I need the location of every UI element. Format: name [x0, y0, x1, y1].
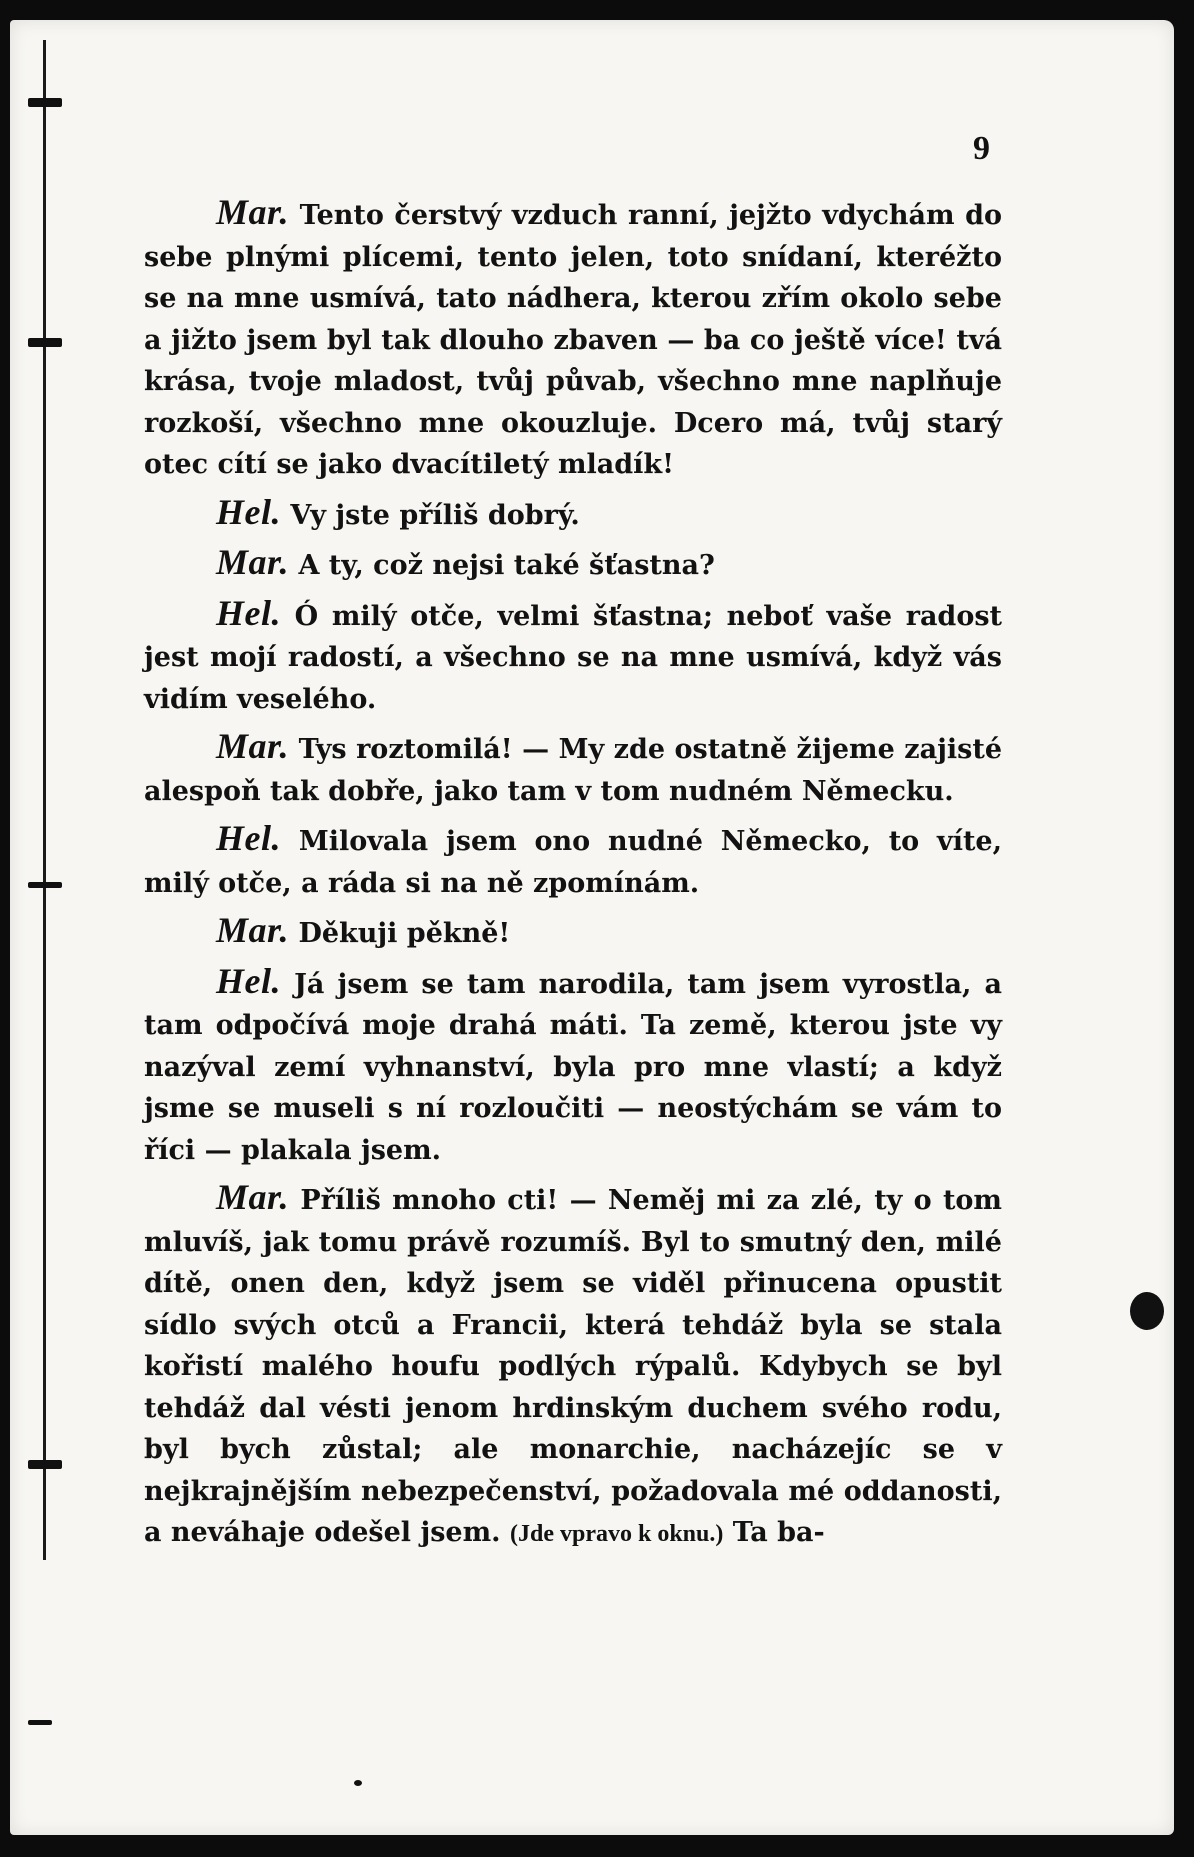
ink-speck: [354, 1780, 362, 1786]
speaker-name: Hel.: [216, 491, 281, 532]
dialogue-text: [144, 192, 1002, 1562]
book-page: [10, 20, 1174, 1835]
margin-mark: [28, 338, 62, 347]
dialogue-line: [144, 726, 1002, 812]
line-continuation: Ta ba-: [732, 1517, 825, 1548]
line-text: Příliš mnoho cti! — Neměj mi za zlé, ty o tom mluvíš, jak tomu právě rozumíš. Byl to smutný den, milé dítě, onen den, když jsem se viděl přinucena opustit sídlo svých otců a Francii, která tehdáž byla se stala kořistí malého houfu podlých rýpalů. Kdybych se byl tehdáž dal vésti jenom hrdinským duchem svého rodu, byl bych zůstal; ale monarchie, nacházejíc se v nejkrajnějším nebezpečenství, požadovala mé oddanosti, a neváhaje odešel jsem.: [144, 1185, 1002, 1548]
speaker-name: Hel.: [216, 960, 281, 1001]
line-text: A ty, což nejsi také šťastna?: [298, 550, 715, 581]
margin-mark: [28, 1720, 52, 1725]
dialogue-line: [144, 1177, 1002, 1556]
dialogue-line: [144, 192, 1002, 486]
margin-rule: [43, 40, 46, 1560]
speaker-name: Mar.: [216, 192, 290, 232]
dialogue-line: [144, 593, 1002, 721]
ink-blot: [1130, 1292, 1164, 1330]
margin-mark: [28, 1460, 62, 1469]
line-text: Tys roztomilá! — My zde ostatně žijeme zajisté alespoň tak dobře, jako tam v tom nudném Německu.: [144, 734, 1002, 807]
speaker-name: Mar.: [216, 910, 290, 950]
margin-mark: [28, 882, 62, 888]
speaker-name: Hel.: [216, 818, 281, 858]
speaker-name: Mar.: [216, 1177, 290, 1217]
dialogue-line: [144, 818, 1002, 904]
dialogue-line: [144, 542, 1002, 587]
line-text: Já jsem se tam narodila, tam jsem vyrostla, a tam odpočívá moje drahá máti. Ta země, kterou jste vy nazýval zemí vyhnanství, byla pro mne vlastí; a když jsme se museli s ní rozloučiti — neostýchám se vám to říci — plakala jsem.: [144, 968, 1002, 1166]
dialogue-line: [144, 961, 1002, 1172]
line-text: Ó milý otče, velmi šťastna; neboť vaše radost jest mojí radostí, a všechno se na mne usmívá, když vás vidím veselého.: [144, 600, 1002, 715]
line-text: Tento čerstvý vzduch ranní, jejžto vdychám do sebe plnými plícemi, tento jelen, toto snídaní, kteréžto se na mne usmívá, tato nádhera, kterou zřím okolo sebe a jižto jsem byl tak dlouho zbaven — ba co ještě více! tvá krása, tvoje mladost, tvůj půvab, všechno mne naplňuje rozkoší, všechno mne okouzluje. Dcero má, tvůj starý otec cítí se jako dvacítiletý mladík!: [144, 200, 1003, 480]
stage-direction: (Jde vpravo k oknu.): [509, 1521, 724, 1547]
line-text: Děkuji pěkně!: [298, 918, 511, 949]
dialogue-line: [144, 492, 1002, 537]
line-text: Vy jste příliš dobrý.: [290, 499, 580, 531]
speaker-name: Mar.: [216, 726, 290, 766]
page-number: 9: [973, 130, 990, 167]
speaker-name: Mar.: [216, 542, 290, 582]
speaker-name: Hel.: [216, 592, 281, 633]
dialogue-line: [144, 910, 1002, 955]
margin-mark: [28, 98, 62, 107]
line-text: Milovala jsem ono nudné Německo, to víte, milý otče, a ráda si na ně zpomínám.: [144, 826, 1002, 899]
